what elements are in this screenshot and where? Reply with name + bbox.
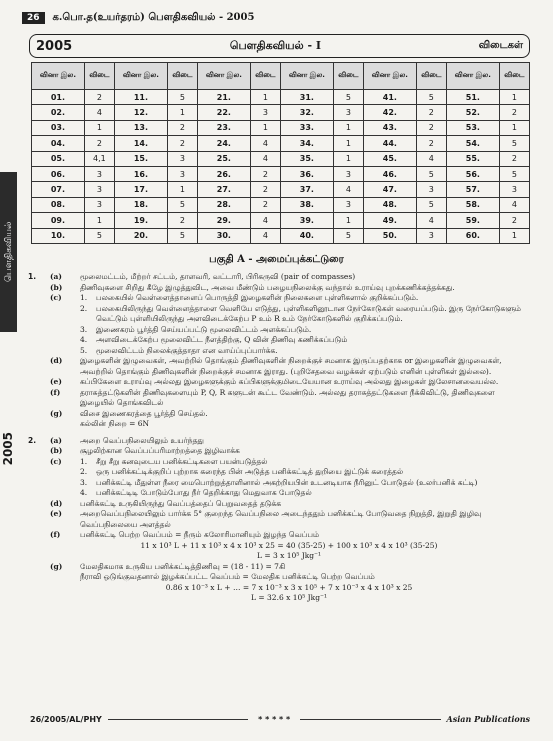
answer-cell: 2 <box>84 136 114 151</box>
question-1 <box>28 272 528 430</box>
sub-item: 2. பலகையிலிருந்து வெள்ளைத்தாளை வெளியே எடுத்து, புள்ளிகளினூடான நேர்கோடுகள் வரையப்படும். இரு நேர்கோடுகளும் வெட்டும் புள்ளியிலிருந்து அளவிடைக்கேற்ப P உம் R உம் நேர்கோடுகளில் குறிக்கப்படும். <box>80 303 521 323</box>
header-answer: விடை <box>167 63 197 90</box>
answer-table-row <box>32 182 530 197</box>
footer-rule <box>300 719 440 720</box>
answer-cell: 4 <box>250 228 280 243</box>
running-header <box>22 8 532 28</box>
answer-cell: 3 <box>333 197 363 212</box>
header-question-no: வினா இல. <box>446 63 499 90</box>
question-number-cell: 37. <box>280 182 333 197</box>
answer-cell: 1 <box>84 120 114 135</box>
answer-table-header <box>32 63 530 90</box>
item: (a) அறை வெப்பநிலையிலும் உயர்ந்தது <box>50 435 204 445</box>
question-number-cell: 25. <box>197 151 250 166</box>
sub-item: 1. பலகையில் வெள்ளைத்தாளைப் பொருத்தி இழைகளின் நிலைகளை புள்ளிகளால் குறிக்கப்படும். <box>80 293 419 302</box>
question-number-cell: 43. <box>363 120 416 135</box>
answer-cell: 1 <box>84 213 114 228</box>
paper-code: 26/2005/AL/PHY <box>30 714 102 724</box>
question-number-cell: 55. <box>446 151 499 166</box>
answer-cell: 2 <box>167 120 197 135</box>
question-number-cell: 18. <box>114 197 167 212</box>
question-number-cell: 44. <box>363 136 416 151</box>
item: (d) பனிக்கட்டி உருகியிருந்து வெப்பத்தைப் பெறுவதைத் தடுக்க <box>50 498 282 508</box>
answer-cell: 4 <box>416 213 446 228</box>
question-number-cell: 36. <box>280 166 333 181</box>
question-number-cell: 23. <box>197 120 250 135</box>
answer-cell: 5 <box>416 197 446 212</box>
question-number-cell: 53. <box>446 120 499 135</box>
publisher-name: Asian Publications <box>446 714 531 724</box>
answer-cell: 1 <box>167 105 197 120</box>
footer-stars: * * * * * <box>258 714 291 724</box>
header-question-no: வினா இல. <box>280 63 333 90</box>
side-strip <box>0 132 17 692</box>
answer-cell: 3 <box>333 105 363 120</box>
item: (f) பனிக்கட்டி பெற்ற வெப்பம் = நீரும் கலோரிமானியும் இழந்த வெப்பம் <box>50 530 319 539</box>
answer-cell: 5 <box>167 197 197 212</box>
question-number-cell: 10. <box>32 228 85 243</box>
question-number-cell: 24. <box>197 136 250 151</box>
answer-cell: 1 <box>250 90 280 105</box>
answer-cell: 5 <box>333 90 363 105</box>
question-number-cell: 40. <box>280 228 333 243</box>
answer-cell: 2 <box>167 136 197 151</box>
header-answer: விடை <box>499 63 529 90</box>
answer-cell: 3 <box>416 228 446 243</box>
answer-cell: 3 <box>167 166 197 181</box>
header-answer: விடை <box>333 63 363 90</box>
sub-item: 4. பனிக்கட்டிடி போடும்போது நீர் தெறிக்காது மெதுவாக போடுதல் <box>80 488 312 497</box>
question-number-cell: 03. <box>32 120 85 135</box>
sub-item: 1. சீறு சீறு கனவுடைய பனிக்கட்டிகளை பயன்படுத்தல் <box>80 456 268 466</box>
equation: 11 x 10³ L + 11 x 10³ x 4 x 10³ x 25 = 40 (35-25) + 100 x 10³ x 4 x 10³ (35-25) <box>140 540 438 550</box>
question-number-cell: 21. <box>197 90 250 105</box>
answer-cell: 5 <box>499 166 529 181</box>
answer-cell: 2 <box>250 182 280 197</box>
answer-table-body <box>32 90 530 244</box>
question-number-cell: 50. <box>363 228 416 243</box>
answer-cell: 5 <box>167 90 197 105</box>
answer-cell: 4 <box>333 182 363 197</box>
answer-cell: 3 <box>167 151 197 166</box>
answer-cell: 5 <box>499 136 529 151</box>
question-number-cell: 02. <box>32 105 85 120</box>
answer-cell: 3 <box>84 182 114 197</box>
answer-cell: 5 <box>416 166 446 181</box>
question-number-cell: 52. <box>446 105 499 120</box>
answer-cell: 1 <box>333 151 363 166</box>
question-number-cell: 56. <box>446 166 499 181</box>
item: (a) மூலைமட்டம், மீற்றர் சட்டம், தாளவரி, வட்டாரி, பிரிகருவி (pair of compasses) <box>50 272 356 281</box>
paper-title: பௌதிகவியல் - I <box>229 38 322 52</box>
answer-table-row <box>32 105 530 120</box>
item: (b) சூழலிற்கான வெப்பப்பரிமாற்றத்தை இழிவாக்க <box>50 446 240 455</box>
answer-cell: 4 <box>84 105 114 120</box>
question-number-cell: 08. <box>32 197 85 212</box>
answer-cell: 4 <box>250 136 280 151</box>
question-number-cell: 42. <box>363 105 416 120</box>
answer-cell: 2 <box>250 166 280 181</box>
answer-cell: 4 <box>250 151 280 166</box>
question-number-cell: 29. <box>197 213 250 228</box>
header-question-no: வினா இல. <box>32 63 85 90</box>
question-number-cell: 39. <box>280 213 333 228</box>
header-question-no: வினா இல. <box>197 63 250 90</box>
answer-table-row <box>32 136 530 151</box>
question-number-cell: 28. <box>197 197 250 212</box>
answer-cell: 1 <box>499 120 529 135</box>
answer-cell: 3 <box>416 182 446 197</box>
answer-table-row <box>32 197 530 212</box>
question-number-cell: 46. <box>363 166 416 181</box>
equation: 0.86 x 10⁻³ x L + … = 7 x 10⁻³ x 3 x 10⁵ + 7 x 10⁻³ x 4 x 10³ x 25 <box>165 582 413 592</box>
answer-cell: 4,1 <box>84 151 114 166</box>
answer-cell: 4 <box>499 197 529 212</box>
question-2 <box>28 436 528 604</box>
answers-label: விடைகள் <box>478 40 523 51</box>
header-question-no: வினா இல. <box>363 63 416 90</box>
item: (c) 1. பலகையில் வெள்ளைத்தாளைப் பொருத்தி இழைகளின் நிலைகளை புள்ளிகளால் குறிக்கப்படும். 2. பலகையிலிருந்து வெள்ளைத்தாளை வெளியே எடுத்து, புள்ளிகளினூடான நேர்கோடுகள் வரையப்படும். இரு நேர்கோடுகளும் வெட்டும் புள்ளியிலிருந்து அளவிடைக்கேற்ப P உம் R உம் நேர்கோடுகளில் குறிக்கப்படும். 3. இணைகரம் பூர்த்தி செய்யப்பட்டு மூலைவிட்டம் அளக்கப்படும். 4. அளவிடைக்கேற்ப மூலைவிட்ட நீளத்திற்கு, Q வின் திணிவு கணிக்கப்படும் 5. மூலைவிட்டம் நிலைக்குத்தாதா என வாய்ப்புப்பார்க்க. <box>50 293 528 356</box>
footer-rule <box>108 719 248 720</box>
sub-item: 5. மூலைவிட்டம் நிலைக்குத்தாதா என வாய்ப்புப்பார்க்க. <box>80 345 278 355</box>
question-number-cell: 49. <box>363 213 416 228</box>
item: (f) தராசுத்தட்டுகளின் திணிவுகளையும் P, Q, R களுடன் கூட்ட வேண்டும். அல்லது தராசுத்தட்டுகளை நீக்கிவிட்டு, திணிவுகளை இழையில் தொங்கவிடல் <box>50 387 495 407</box>
question-number-cell: 58. <box>446 197 499 212</box>
question-number-cell: 05. <box>32 151 85 166</box>
paper-year: 2005 <box>36 38 73 54</box>
question-number-cell: 33. <box>280 120 333 135</box>
question-number-cell: 31. <box>280 90 333 105</box>
answer-cell: 2 <box>499 105 529 120</box>
answer-cell: 1 <box>333 120 363 135</box>
question-number: 1. <box>28 272 37 281</box>
question-number-cell: 12. <box>114 105 167 120</box>
answer-cell: 2 <box>416 120 446 135</box>
question-number-cell: 51. <box>446 90 499 105</box>
page-footer <box>30 714 530 724</box>
question-number-cell: 14. <box>114 136 167 151</box>
question-number-cell: 27. <box>197 182 250 197</box>
answer-cell: 2 <box>416 105 446 120</box>
item: (g) மேலதிகமாக உருகிய பனிக்கட்டித்திணிவு = (18 - 11) = 7கி நீராவி ஒடுங்குவதனால் இழக்கப்பட்ட வெப்பம் = மேலதிக பனிக்கட்டி பெற்ற வெப்பம் <box>50 561 375 581</box>
answer-cell: 2 <box>499 213 529 228</box>
question-number-cell: 26. <box>197 166 250 181</box>
question-number-cell: 45. <box>363 151 416 166</box>
page-number: 26 <box>22 12 45 24</box>
answer-cell: 1 <box>333 136 363 151</box>
item: (e) கப்பிகேளை உராய்வு அல்லது இழைகளுக்கும் கப்பிகளுக்குமிடையேயான உராய்வு அல்லது இழைகள் இலேசானவையல்ல. <box>50 377 499 386</box>
answer-cell: 3 <box>84 166 114 181</box>
question-number-cell: 06. <box>32 166 85 181</box>
answer-cell: 4 <box>250 213 280 228</box>
item: (d) இழைகளின் இழுவைகள், அவற்றில் தொங்கும் திணிவுகளின் நிறைக்குச் சமனாக இருப்பதற்காக or இழைகளின் இழுவைகள், அவற்றில் தொங்கும் திணிவுகளின் நிறைக்குச் சமனாக இராது. (புறிசேதவை வழக்கள் ஏற்படும் எனின் புள்ளிகள் இல்லை). <box>50 356 502 376</box>
question-number-cell: 15. <box>114 151 167 166</box>
answer-cell: 2 <box>84 90 114 105</box>
answers-content <box>28 272 528 604</box>
answer-cell: 2 <box>499 151 529 166</box>
stone-weight: கல்லின் நிறை = 6N <box>80 419 150 428</box>
item: (g) விசை இணைகரத்தை பூர்த்தி செய்தல். கல்லின் நிறை = 6N <box>50 408 208 428</box>
section-title: பகுதி A - அமைப்புக்கட்டுரை <box>209 254 344 265</box>
running-head-title: க.பொ.த(உயர்தரம்) பௌதிகவியல் - 2005 <box>52 12 255 23</box>
answer-cell: 5 <box>333 228 363 243</box>
question-number-cell: 22. <box>197 105 250 120</box>
answer-cell: 5 <box>167 228 197 243</box>
question-number-cell: 04. <box>32 136 85 151</box>
question-number: 2. <box>28 435 37 445</box>
question-number-cell: 54. <box>446 136 499 151</box>
question-number-cell: 17. <box>114 182 167 197</box>
header-answer: விடை <box>416 63 446 90</box>
subject-side-tab: பௌதிகவியல் <box>0 172 17 332</box>
question-number-cell: 34. <box>280 136 333 151</box>
item: (b) திணிவுகளை சிறிது கீழே இழுத்துவிட, அவை மீண்டும் பழையநிலைக்கு வந்தால் உராய்வு புறக்கணிக்கத்தக்கது. <box>50 282 455 292</box>
question-number-cell: 41. <box>363 90 416 105</box>
answer-header-box <box>29 34 530 58</box>
answer-cell: 3 <box>333 166 363 181</box>
question-number-cell: 35. <box>280 151 333 166</box>
header-question-no: வினா இல. <box>114 63 167 90</box>
answer-cell: 5 <box>416 90 446 105</box>
answer-table-row <box>32 151 530 166</box>
question-number-cell: 60. <box>446 228 499 243</box>
answer-table <box>31 62 530 244</box>
sub-item: 4. அளவிடைக்கேற்ப மூலைவிட்ட நீளத்திற்கு, Q வின் திணிவு கணிக்கப்படும் <box>80 335 348 344</box>
header-answer: விடை <box>84 63 114 90</box>
question-number-cell: 57. <box>446 182 499 197</box>
question-number-cell: 11. <box>114 90 167 105</box>
question-number-cell: 59. <box>446 213 499 228</box>
answer-cell: 2 <box>416 136 446 151</box>
answer-cell: 2 <box>250 197 280 212</box>
answer-cell: 1 <box>167 182 197 197</box>
answer-cell: 1 <box>250 120 280 135</box>
question-number-cell: 30. <box>197 228 250 243</box>
question-number-cell: 48. <box>363 197 416 212</box>
answer-table-row <box>32 213 530 228</box>
answer-cell: 4 <box>416 151 446 166</box>
header-answer: விடை <box>250 63 280 90</box>
question-number-cell: 09. <box>32 213 85 228</box>
question-number-cell: 38. <box>280 197 333 212</box>
equation-result: L = 3 x 10⁵ Jkg⁻¹ <box>256 551 322 560</box>
answer-table-row <box>32 120 530 135</box>
question-number-cell: 32. <box>280 105 333 120</box>
side-year: 2005 <box>1 432 15 466</box>
answer-cell: 3 <box>499 182 529 197</box>
question-number-cell: 19. <box>114 213 167 228</box>
question-number-cell: 07. <box>32 182 85 197</box>
answer-cell: 2 <box>167 213 197 228</box>
question-number-cell: 16. <box>114 166 167 181</box>
answer-table-row <box>32 166 530 181</box>
item: (e) அறைவெப்பநிலையிலும் பார்க்க 5° குறைந்த வெப்பநிலை அடைந்ததும் பனிக்கட்டி போடுவதை நிறுத்தி, இறுதி இழிவு வெப்பநிலையை அளத்தல் <box>50 509 482 529</box>
answer-cell: 5 <box>84 228 114 243</box>
answer-cell: 1 <box>333 213 363 228</box>
answer-cell: 1 <box>499 90 529 105</box>
question-number-cell: 01. <box>32 90 85 105</box>
sub-item: 3. இணைகரம் பூர்த்தி செய்யப்பட்டு மூலைவிட்டம் அளக்கப்படும். <box>80 324 312 334</box>
sub-item: 3. பனிக்கட்டி மீதுள்ள நீரை மைபொற்றுத்தாளினால் அகற்றியபின் உடனடியாக நீரினுட் போடுதல் (உலர்பனிக் கட்டி) <box>80 477 478 487</box>
equation-result: L = 32.6 x 10⁵ Jkg⁻¹ <box>251 593 327 602</box>
answer-cell: 1 <box>499 228 529 243</box>
answer-cell: 3 <box>84 197 114 212</box>
answer-table-row <box>32 90 530 105</box>
question-number-cell: 13. <box>114 120 167 135</box>
item: (c) 1. சீறு சீறு கனவுடைய பனிக்கட்டிகளை பயன்படுத்தல் 2. ஒரு பனிக்கட்டிக்குறிப் புற்றாக கரைந்த பின் அடுத்த பனிக்கட்டித் துறியை இட்டுக் கரைத்தல் 3. பனிக்கட்டி மீதுள்ள நீரை மைபொற்றுத்தாளினால் அகற்றியபின் உடனடியாக நீரினுட் போடுதல் (உலர்பனிக் கட்டி) 4. பனிக்கட்டிடி போடும்போது நீர் தெறிக்காது மெதுவாக போடுதல் <box>50 457 528 499</box>
sub-item: 2. ஒரு பனிக்கட்டிக்குறிப் புற்றாக கரைந்த பின் அடுத்த பனிக்கட்டித் துறியை இட்டுக் கரைத்தல் <box>80 467 404 476</box>
answer-cell: 3 <box>250 105 280 120</box>
question-number-cell: 20. <box>114 228 167 243</box>
answer-table-row <box>32 228 530 243</box>
question-number-cell: 47. <box>363 182 416 197</box>
